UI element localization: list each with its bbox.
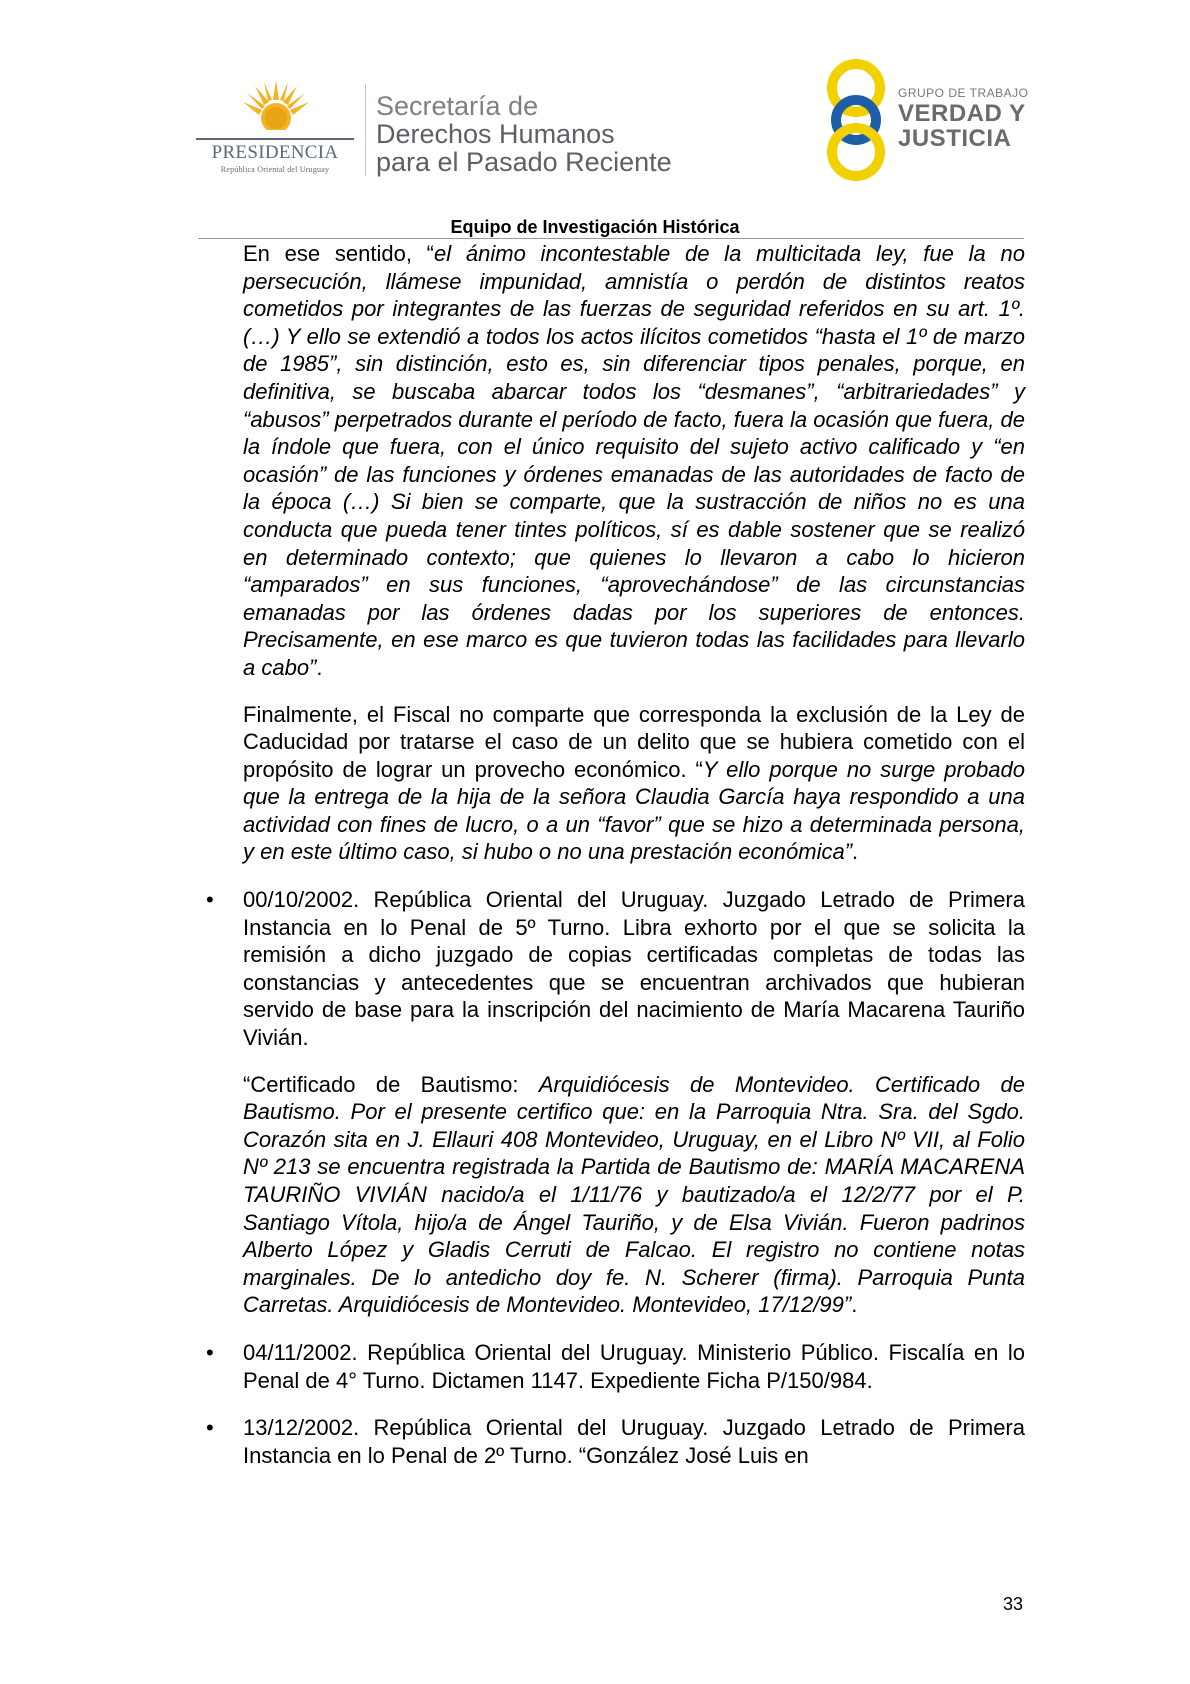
secretaria-line-3: para el Pasado Reciente [376, 147, 672, 177]
paragraph-lead: “Certificado de Bautismo: [243, 1071, 539, 1097]
justicia-text: JUSTICIA [898, 125, 1012, 152]
header-separator [365, 84, 366, 176]
paragraph-quote: Arquidiócesis de Montevideo. Certificado de Bautismo. Por el presente certifico que: en la Parroquia Ntra. Sra. del Sgdo. Corazón sita en J. Ellauri 408 Montevideo, Uruguay, en el Libro Nº VII, al Folio Nº 213 se encuentra registrada la Partida de Bautismo de: MARÍA MACARENA TAURIÑO VIVIÁN nacido/a el 1/11/76 y bautizado/a el 12/2/77 por el P. Santiago Vítola, hijo/a de Ángel Tauriño, y de Elsa Vivián. Fueron padrinos Alberto López y Gladis Cerruti de Falcao. El registro no contiene notas marginales. De lo antedicho doy fe. N. Scherer (firma). Parroquia Punta Carretas. Arquidiócesis de Montevideo. Montevideo, 17/12/99” [243, 1071, 1025, 1318]
sun-emblem-icon [241, 78, 311, 138]
presidencia-word: PRESIDENCIA [211, 142, 339, 163]
paragraph-tail: . [316, 654, 323, 680]
paragraph-fiscal-quote [243, 240, 1025, 682]
paragraph-tail: . [852, 839, 859, 865]
paragraph-fiscal-conclusion [243, 701, 1025, 867]
paragraph-lead: Finalmente, el Fiscal no comparte que corresponda la exclusión de la Ley de Caducidad por tratarse el caso de un delito que se hubiera cometido con el propósito de lograr un provecho económico. “ [243, 701, 1025, 782]
bullet: • [206, 887, 214, 913]
grupo-trabajo-logo [820, 56, 1040, 184]
paragraph-baptism-certificate [243, 1071, 1025, 1319]
presidencia-subtitle: República Oriental del Uruguay [220, 165, 330, 174]
paragraph-quote: Y ello porque no surge probado que la entrega de la hija de la señora Claudia García haya respondido a una actividad con fines de lucro, o a un “favor” que se hizo a determinada persona, y en este último caso, si hubo o no una prestación económica” [243, 756, 1026, 865]
paragraph-lead: En ese sentido, “ [243, 241, 435, 266]
bullet: • [206, 1339, 214, 1365]
secretaria-line-2: Derechos Humanos [376, 119, 615, 149]
team-title: Equipo de Investigación Histórica [450, 217, 740, 237]
page-number: 33 [1003, 1594, 1024, 1614]
list-item-text: 04/11/2002. República Oriental del Uruguay. Ministerio Público. Fiscalía en lo Penal de 4° Turno. Dictamen 1147. Expediente Ficha P/150/984. [243, 1339, 1025, 1393]
verdad-y-text: VERDAD Y [898, 100, 1026, 127]
document-body [206, 240, 1026, 1469]
secretaria-line-1: Secretaría de [376, 91, 539, 121]
presidencia-divider [196, 138, 354, 140]
list-item [206, 1339, 1025, 1394]
header-rule [198, 238, 1024, 239]
list-item-text: 00/10/2002. República Oriental del Uruguay. Juzgado Letrado de Primera Instancia en lo Penal de 5º Turno. Libra exhorto por el que se solicita la remisión a dicho juzgado de copias certificadas completas de todas las constancias y antecedentes que se encuentran archivados que hubieran servido de base para la inscripción del nacimiento de María Macarena Tauriño Vivián. [243, 887, 1025, 1051]
interlocked-rings-icon [820, 56, 896, 184]
paragraph-tail: . [851, 1292, 858, 1318]
bullet: • [206, 1415, 214, 1441]
list-item [206, 886, 1025, 1052]
grupo-trabajo-title [898, 101, 1026, 151]
presidencia-logo [196, 78, 354, 180]
paragraph-quote: el ánimo incontestable de la multicitada ley, fue la no persecución, llámese impunidad, amnistía o perdón de distintos reatos cometidos por integrantes de las fuerzas de seguridad referidos en su art. 1º. (…) Y ello se extendió a todos los actos ilícitos cometidos “hasta el 1º de marzo de 1985”, sin distinción, esto es, sin diferenciar tipos penales, porque, en definitiva, se buscaba abarcar todos los “desmanes”, “arbitrariedades” y “abusos” perpetrados durante el período de facto, fuera la ocasión que fuera, de la índole que fuera, con el único requisito del sujeto activo calificado y “en ocasión” de las funciones y órdenes emanadas de las autoridades de facto de la época (…) Si bien se comparte, que la sustracción de niños no es una conducta que pueda tener tintes políticos, sí es dable sostener que se realizó en determinado contexto; que quienes lo llevaron a cabo lo hicieron “amparados” en sus funciones, “aprovechándose” de las circunstancias emanadas por las órdenes dadas por los superiores de entonces. Precisamente, en ese marco es que tuvieron todas las facilidades para llevarlo a cabo” [243, 241, 1025, 680]
grupo-trabajo-label: GRUPO DE TRABAJO [898, 86, 1029, 100]
secretaria-logo-text [376, 92, 672, 176]
list-item-text: 13/12/2002. República Oriental del Uruguay. Juzgado Letrado de Primera Instancia en lo Penal de 2º Turno. “González José Luis en [243, 1415, 1025, 1468]
list-item [206, 1414, 1025, 1469]
